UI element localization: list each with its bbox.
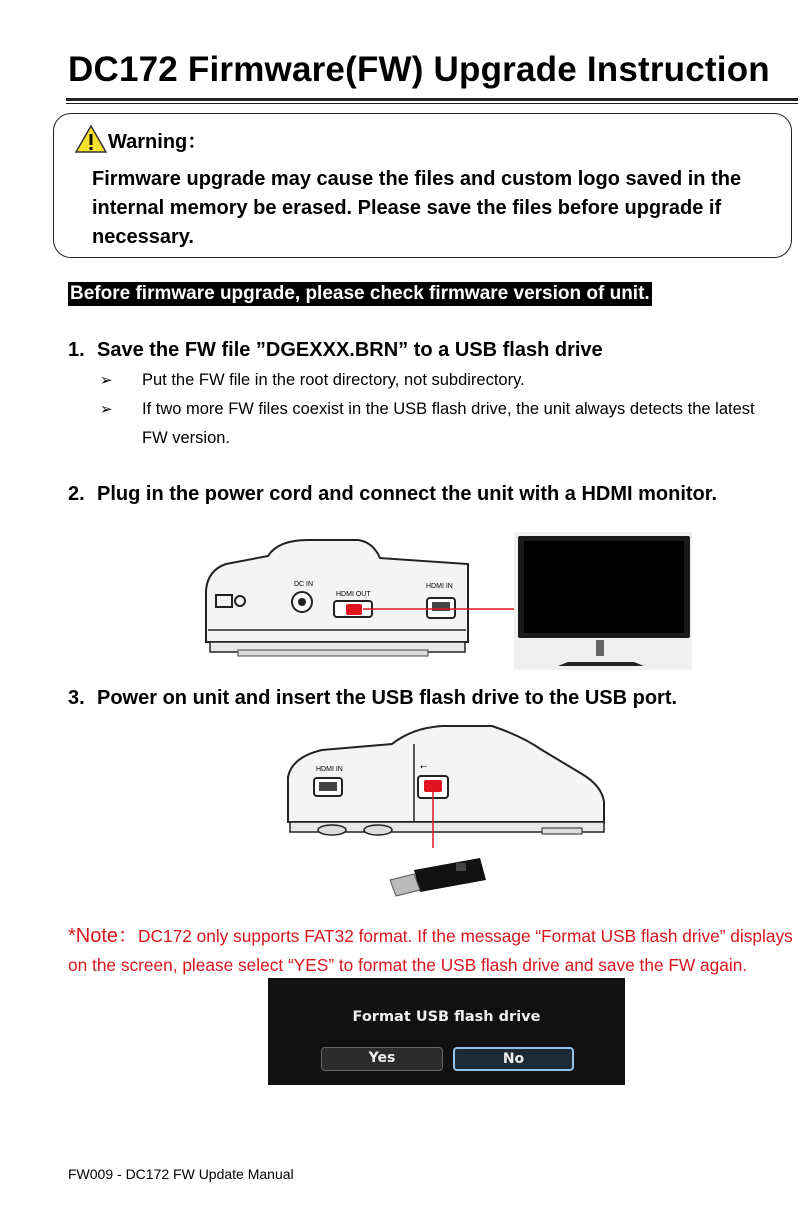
usb-insert-figure xyxy=(282,722,608,908)
usb-symbol-icon: ⭠ xyxy=(420,762,428,772)
format-dialog-screenshot xyxy=(268,978,625,1085)
bullet-text: If two more FW files coexist in the USB flash drive, the unit always detects the latest FW version. xyxy=(142,400,755,447)
footer-text: FW009 - DC172 FW Update Manual xyxy=(68,1166,294,1182)
note-text: DC172 only supports FAT32 format. If the message “Format USB flash drive” displays on the screen, please select “YES” to format the USB flash drive and save the FW again. xyxy=(68,926,793,975)
note-prefix: *Note： xyxy=(68,925,139,947)
monitor-illustration xyxy=(514,532,692,670)
warning-heading xyxy=(74,124,207,154)
step-1-bullet-2 xyxy=(100,395,780,453)
device-monitor-figure xyxy=(198,530,698,675)
dialog-yes-button[interactable]: Yes xyxy=(321,1047,443,1071)
step-number: 3. xyxy=(68,687,85,709)
arrow-bullet-icon: ➢ xyxy=(100,372,113,389)
hdmi-out-label: HDMI OUT xyxy=(336,591,371,598)
arrow-bullet-icon: ➢ xyxy=(100,401,113,418)
step-text: Plug in the power cord and connect the unit with a HDMI monitor. xyxy=(97,483,718,505)
step-text: Power on unit and insert the USB flash drive to the USB port. xyxy=(97,687,678,709)
warning-icon xyxy=(74,124,108,154)
fat32-note xyxy=(68,922,803,980)
device-rear-illustration xyxy=(206,540,468,656)
step-3 xyxy=(68,687,677,710)
step-2 xyxy=(68,483,717,506)
hdmi-in-label: HDMI IN xyxy=(426,583,453,590)
step-number: 2. xyxy=(68,483,85,505)
warning-colon: ： xyxy=(187,131,208,153)
dialog-title: Format USB flash drive xyxy=(352,1009,541,1025)
title-rule-thin xyxy=(66,103,798,104)
warning-label: Warning xyxy=(108,131,188,153)
usb-flash-drive-illustration xyxy=(390,858,486,896)
device-side-illustration xyxy=(288,726,604,835)
page-title: DC172 Firmware(FW) Upgrade Instruction xyxy=(68,50,770,89)
warning-text: Firmware upgrade may cause the files and custom logo saved in the internal memory be erased. Please save the files before upgrade if necessary. xyxy=(92,168,742,248)
step-1 xyxy=(68,339,603,362)
dialog-no-button[interactable]: No xyxy=(453,1047,574,1071)
bullet-text: Put the FW file in the root directory, not subdirectory. xyxy=(142,371,525,389)
step-1-bullet-1 xyxy=(100,366,780,395)
step-text: Save the FW file ”DGEXXX.BRN” to a USB flash drive xyxy=(97,339,603,361)
dc-in-label: DC IN xyxy=(294,581,314,588)
title-rule xyxy=(66,98,798,101)
hdmi-in-label: HDMI IN xyxy=(316,766,343,773)
prerequisite-banner: Before firmware upgrade, please check firmware version of unit. xyxy=(70,283,650,304)
step-number: 1. xyxy=(68,339,85,361)
